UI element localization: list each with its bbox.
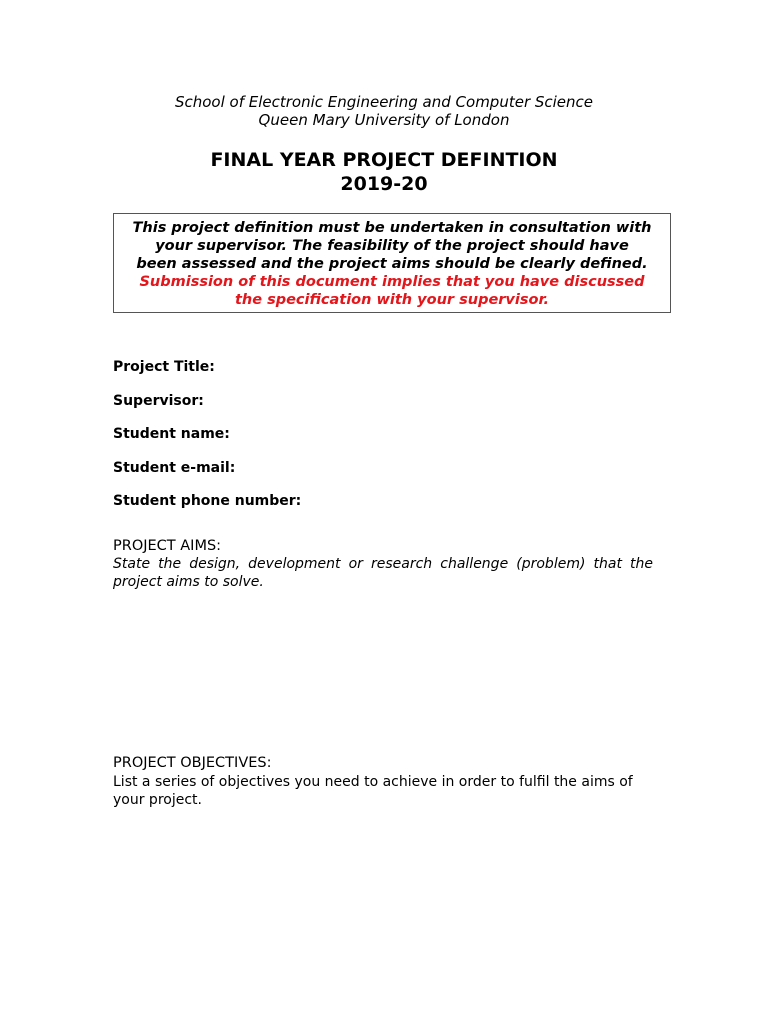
university-name: Queen Mary University of London xyxy=(258,111,510,129)
notice-warning-line: Submission of this document implies that you have discussed xyxy=(139,274,645,290)
notice-box xyxy=(113,213,671,313)
student-fields xyxy=(113,358,673,526)
school-name: School of Electronic Engineering and Computer Science xyxy=(174,93,594,111)
student-name-field[interactable]: Student name: xyxy=(113,426,230,442)
supervisor-field[interactable]: Supervisor: xyxy=(113,392,204,409)
notice-line: your supervisor. The feasibility of the project should have xyxy=(155,238,629,254)
project-title-field[interactable]: Project Title: xyxy=(113,359,215,375)
document-title xyxy=(0,148,768,196)
notice-line: been assessed and the project aims should be clearly defined. xyxy=(136,256,648,272)
academic-year: 2019-20 xyxy=(340,173,428,195)
school-header xyxy=(0,93,768,129)
student-email-field[interactable]: Student e-mail: xyxy=(113,459,236,476)
student-phone-field[interactable]: Student phone number: xyxy=(113,493,302,509)
project-objectives-heading: PROJECT OBJECTIVES: xyxy=(113,755,272,771)
project-aims-instructions: State the design, development or research challenge (problem) that the project aims to solve. xyxy=(113,556,653,590)
title-text: FINAL YEAR PROJECT DEFINTION xyxy=(210,149,558,171)
notice-warning-line: the specification with your supervisor. xyxy=(234,292,550,308)
project-objectives-instructions: List a series of objectives you need to achieve in order to fulfil the aims of your project. xyxy=(113,774,633,808)
project-aims-heading: PROJECT AIMS: xyxy=(113,538,222,554)
notice-line: This project definition must be undertaken in consultation with xyxy=(132,220,652,236)
